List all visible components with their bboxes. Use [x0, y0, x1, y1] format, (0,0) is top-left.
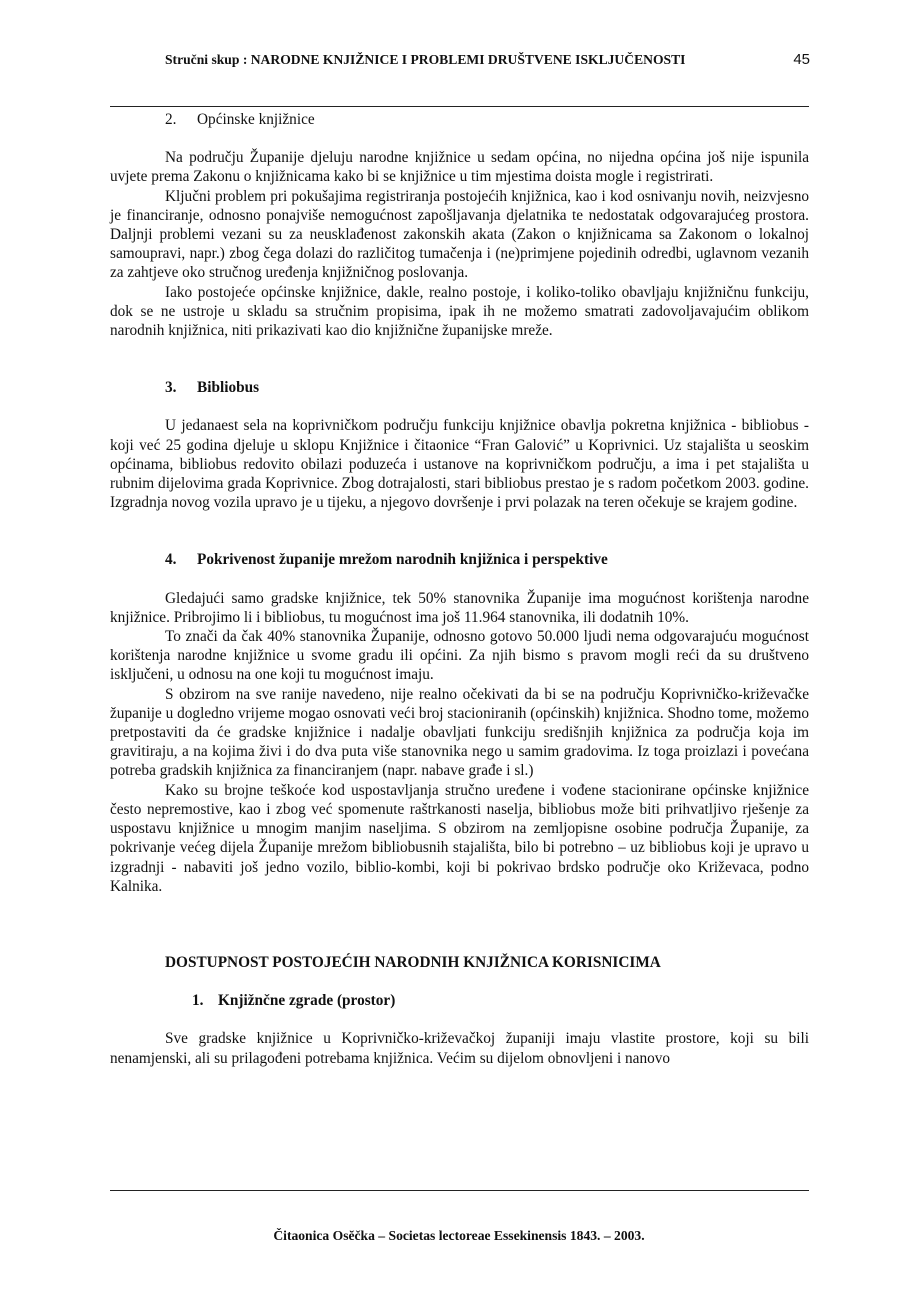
paragraph: Na području Županije djeluju narodne knjižnice u sedam općina, no nijedna općina još nije ispunila uvjete prema Zakonu o knjižnicama kako bi se knjižnice u tim mjestima doista mogle i registrirati.: [110, 149, 809, 186]
paragraph: Sve gradske knjižnice u Koprivničko-križevačkoj županiji imaju vlastite prostore, koji su bili nenamjenski, ali su prilagođeni potrebama knjižnica. Većim su dijelom obnovljeni i nanovo: [110, 1030, 809, 1067]
section-4-number: 4.: [165, 551, 177, 569]
paragraph: Iako postojeće općinske knjižnice, dakle, realno postoje, i koliko-toliko obavljaju knjižničnu funkciju, dok se ne ustroje u skladu sa stručnim propisima, ipak ih ne možemo smatrati zadovoljavajućim oblikom narodnih knjižnica, niti prikazivati kao dio knjižnične županijske mreže.: [110, 283, 809, 340]
section-3-title: Bibliobus: [197, 379, 260, 397]
section-3-heading: [110, 378, 809, 397]
section-2-heading: [110, 110, 809, 129]
section-3-number: 3.: [165, 379, 177, 397]
footer-rule: [110, 1190, 809, 1191]
paragraph: Kako su brojne teškoće kod uspostavljanja stručno uređene i vođene stacionirane općinske knjižnice često nepremostive, kao i zbog već spomenute raštrkanosti naselja, bibliobus može biti prihvatljivo rješenje za uspostavu knjižnice u mnogim manjim naseljima. S obzirom na zemljopisne osobine područja Županije, za pokrivanje većeg dijela Županije mrežom bibliobusnih stajališta, bilo bi potrebno – uz bibliobus koji je upravo u izgradnji - nabaviti još jedno vozilo, biblio-kombi, koji bi pokrivao brdsko područje oko Križevaca, podno Kalnika.: [110, 781, 809, 895]
page-footer: Čitaonica Osĕčka – Societas lectoreae Essekinensis 1843. – 2003.: [273, 1228, 645, 1243]
section-2-number: 2.: [165, 111, 177, 128]
paragraph: Gledajući samo gradske knjižnice, tek 50% stanovnika Županije ima mogućnost korištenja narodne knjižnice. Pribrojimo li i bibliobus, tu mogućnost ima još 11.964 stanovnika, ili dodatnih 10%.: [110, 589, 809, 626]
header-title: Stručni skup : NARODNE KNJIŽNICE I PROBLEMI DRUŠTVENE ISKLJUČENOSTI: [165, 52, 686, 67]
header-rule: [110, 106, 809, 107]
main-section-title: DOSTUPNOST POSTOJEĆIH NARODNIH KNJIŽNICA KORISNICIMA: [165, 953, 661, 971]
section-4-title: Pokrivenost županije mrežom narodnih knjižnica i perspektive: [197, 551, 608, 569]
subsection-title: Knjižnčne zgrade (prostor): [218, 992, 396, 1010]
section-4-heading: [110, 550, 809, 569]
page-body: [110, 110, 809, 1068]
paragraph: U jedanaest sela na koprivničkom području funkciju knjižnice obavlja pokretna knjižnica - bibliobus - koji već 25 godina djeluje u sklopu Knjižnice i čitaonice “Fran Galović” u Koprivnici. Uz stajališta u seoskim općinama, bibliobus redovito obilazi poduzeća i ustanove na koprivničkom području, a ima i pet stajališta u rubnim dijelovima grada Koprivnice. Zbog dotrajalosti, stari bibliobus prestao je s radom početkom 2003. godine. Izgradnja novog vozila upravo je u tijeku, a njegovo dovršenje i prvi polazak na teren očekuje se krajem godine.: [110, 417, 809, 512]
paragraph: To znači da čak 40% stanovnika Županije, odnosno gotovo 50.000 ljudi nema odgovarajuću mogućnost korištenja narodne knjižnice u svome gradu ili općini. Za njih bismo s pravom mogli reći da su društveno isključeni, u odnosu na one koji tu mogućnost imaju.: [110, 628, 809, 684]
section-2-title: Općinske knjižnice: [197, 111, 315, 128]
running-header: [110, 52, 810, 76]
subsection-number: 1.: [192, 992, 204, 1010]
page-number: 45: [793, 51, 810, 68]
paragraph: Ključni problem pri pokušajima registriranja postojećih knjižnica, kao i kod osnivanju novih, neizvjesno je financiranje, odnosno ponajviše nemogućnost zapošljavanja djelatnika te nedostatak odgovarajućeg prostora. Daljnji problemi vezani su za neusklađenost zakonskih akata (Zakon o knjižnicama sa Zakonom o lokalnoj samoupravi, napr.) zbog čega dolazi do različitog tumačenja i (ne)primjene pojedinih odredbi, uglavnom vezanih za zahtjeve oko stručnog uređenja knjižničnog poslovanja.: [110, 187, 809, 282]
paragraph: S obzirom na sve ranije navedeno, nije realno očekivati da bi se na području Koprivničko-križevačke županije u dogledno vrijeme mogao osnovati veći broj stacioniranih (općinskih) knjižnica. Shodno tome, možemo pretpostaviti da će gradske knjižnice i nadalje obavljati funkciju središnjih knjižnica za područja koja im gravitiraju, a na kojima živi i do dva puta više stanovnika nego u samim gradovima. Iz toga proizlazi i povećana potreba gradskih knjižnica za financiranjem (napr. nabave građe i sl.): [110, 685, 809, 780]
subsection-heading: [110, 991, 809, 1010]
